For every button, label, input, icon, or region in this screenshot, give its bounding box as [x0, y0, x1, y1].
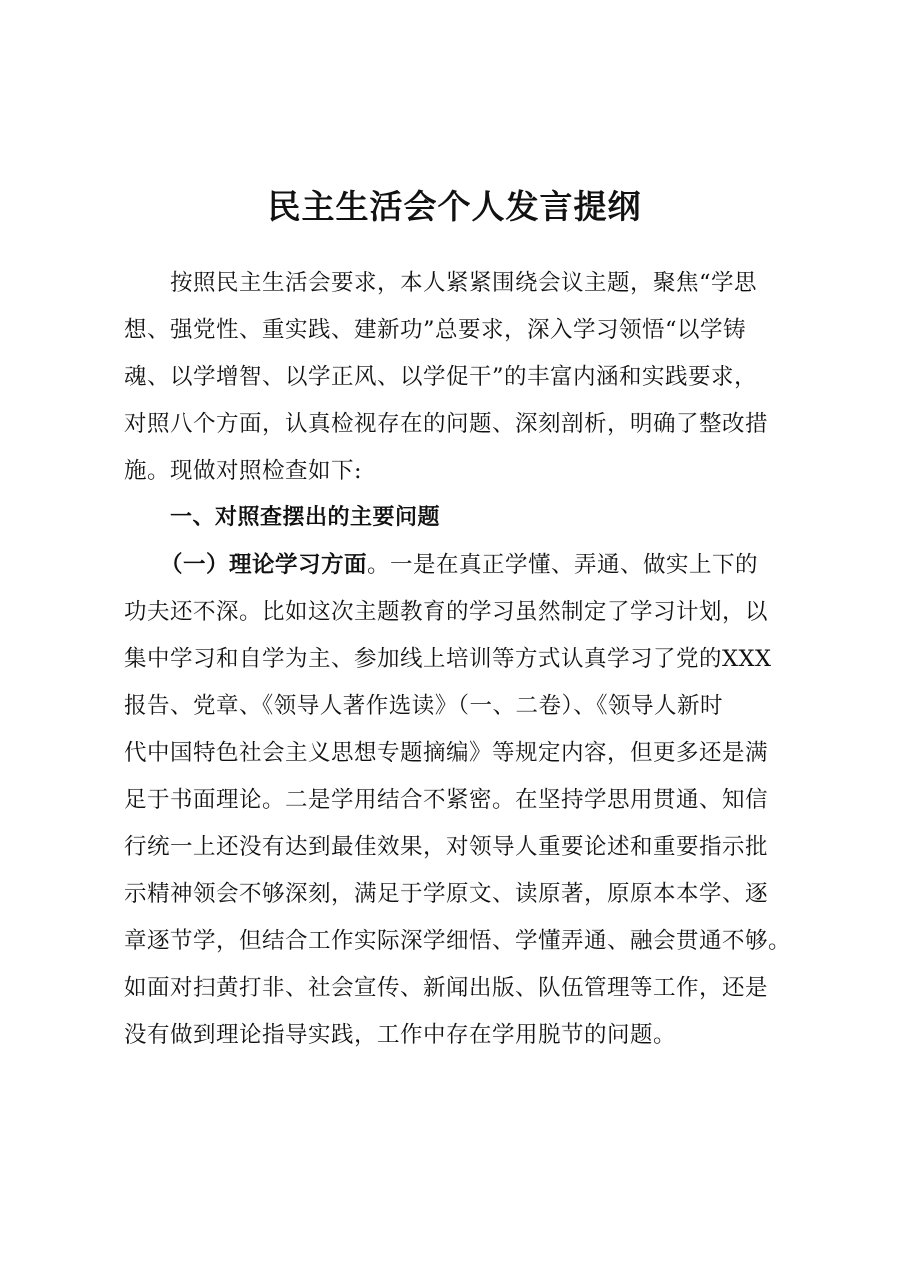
body-line: 足于书面理论。二是学用结合不紧密。在坚持学思用贯通、知信 [124, 787, 769, 813]
intro-line: 对照八个方面，认真检视存在的问题、深刻剖析，明确了整改措 [124, 411, 769, 437]
body-line: 行统一上还没有达到最佳效果，对领导人重要论述和重要指示批 [124, 834, 769, 860]
body-line: 示精神领会不够深刻，满足于学原文、读原著，原原本本学、逐 [124, 881, 769, 907]
body-line: 代中国特色社会主义思想专题摘编》等规定内容，但更多还是满 [124, 740, 769, 766]
intro-line: 想、强党性、重实践、建新功”总要求，深入学习领悟“以学铸 [124, 317, 747, 343]
body-line: 没有做到理论指导实践，工作中存在学用脱节的问题。 [124, 1022, 677, 1048]
intro-line: 魂、以学增智、以学正风、以学促干”的丰富内涵和实践要求， [124, 364, 758, 390]
subsection-first-text: 。一是在真正学懂、弄通、做实上下的 [367, 552, 759, 578]
subsection-first-line [160, 549, 758, 581]
body-line: 章逐节学，但结合工作实际深学细悟、学懂弄通、融会贯通不够。 [124, 928, 792, 954]
subsection-label: （一）理论学习方面 [160, 552, 368, 578]
body-line: 集中学习和自学为主、参加线上培训等方式认真学习了党的XXX [124, 646, 772, 672]
section-heading: 一、对照查摆出的主要问题 [170, 505, 441, 530]
document-title: 民主生活会个人发言提纲 [267, 187, 642, 226]
intro-line: 施。现做对照检查如下: [124, 458, 363, 484]
body-line: 功夫还不深。比如这次主题教育的学习虽然制定了学习计划，以 [124, 599, 769, 625]
body-line: 如面对扫黄打非、社会宣传、新闻出版、队伍管理等工作，还是 [124, 975, 769, 1001]
body-line: 报告、党章、《领导人著作选读》（一、二卷）、《领导人新时 [124, 693, 724, 719]
intro-line: 按照民主生活会要求，本人紧紧围绕会议主题，聚焦“学思 [170, 270, 758, 296]
